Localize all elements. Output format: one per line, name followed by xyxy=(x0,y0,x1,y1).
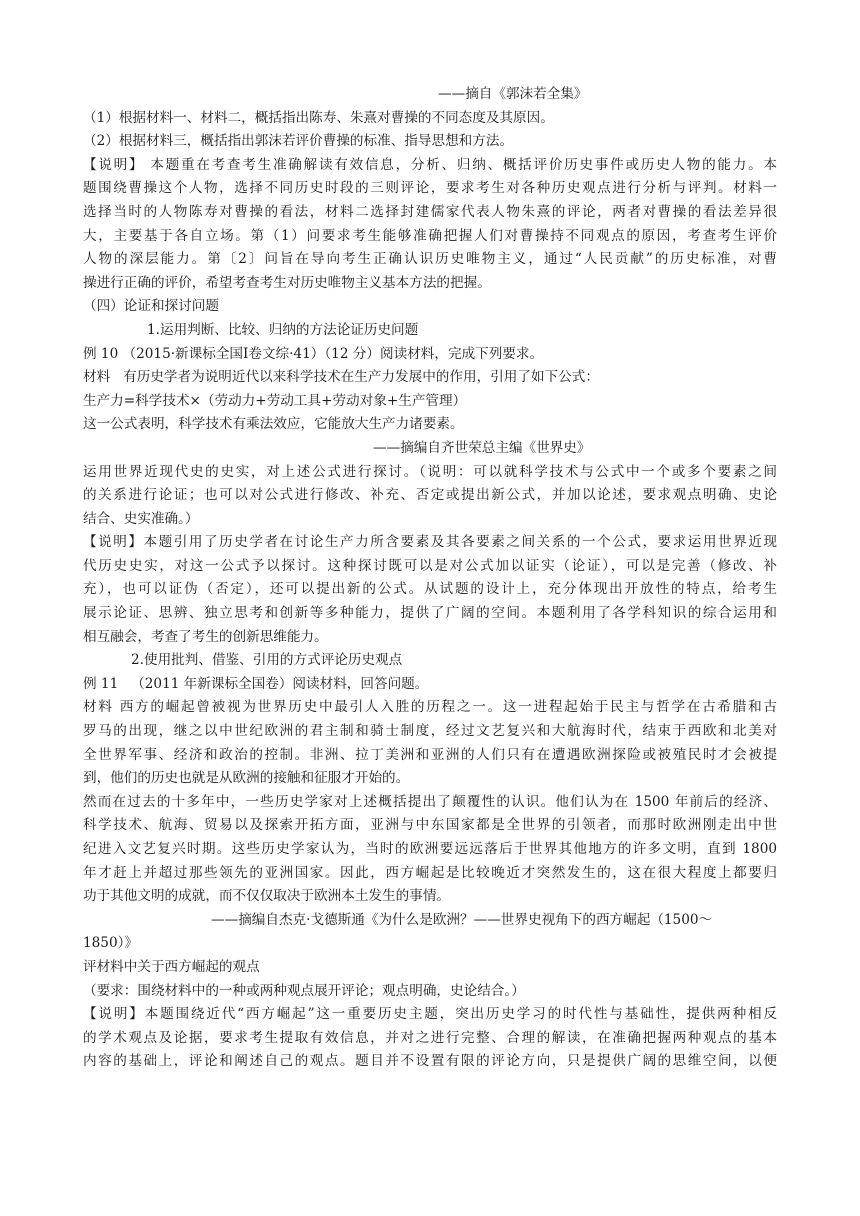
text-line: 运用世界近现代史的史实，对上述公式进行探讨。（说明：可以就科学技术与公式中一个或多个要素之间 xyxy=(83,463,777,480)
text-line: 大，主要基于各自立场。第（1）问要求考生能够准确把握人们对曹操持不同观点的原因，考查考生评价 xyxy=(83,227,777,244)
text-line: 人物的深层能力。第〔2〕问旨在导向考生正确认识历史唯物主义，通过“人民贡献”的历史标准，对曹 xyxy=(83,251,777,268)
document-page xyxy=(83,83,777,1074)
text-line: （四）论证和探讨问题 xyxy=(83,298,219,315)
text-line: 的学术观点及论据，要求考生提取有效信息，并对之进行完整、合理的解读，在准确把握两种观点的基本 xyxy=(83,1029,777,1046)
text-line: 内容的基础上，评论和阐述自己的观点。题目并不设置有限的评论方向，只是提供广阔的思维空间，以便 xyxy=(83,1053,777,1070)
text-line: 【说明】 本题重在考查考生准确解读有效信息，分析、归纳、概括评价历史事件或历史人物的能力。本 xyxy=(83,156,777,173)
text-line: 题围绕曹操这个人物，选择不同历史时段的三则评论，要求考生对各种历史观点进行分析与评判。材料一 xyxy=(83,180,777,197)
text-line: 2.使用批判、借鉴、引用的方式评论历史观点 xyxy=(131,652,403,669)
text-line: 1850）》 xyxy=(83,935,138,952)
text-line: 操进行正确的评价，希望考查考生对历史唯物主义基本方法的把握。 xyxy=(83,274,491,291)
text-line: ——摘编自齐世荣总主编《世界史》 xyxy=(373,439,591,456)
text-line: 结合、史实准确。） xyxy=(83,510,199,527)
text-line: 选择当时的人物陈寿对曹操的看法，材料二选择封建儒家代表人物朱熹的评论，两者对曹操的看法差异很 xyxy=(83,203,777,220)
text-line: 【说明】本题围绕近代“西方崛起”这一重要历史主题，突出历史学习的时代性与基础性，提供两种相反 xyxy=(83,1006,777,1023)
text-line: ——摘编自杰克·戈德斯通《为什么是欧洲？——世界史视角下的西方崛起（1500～ xyxy=(211,911,713,928)
text-line: 1.运用判断、比较、归纳的方法论证历史问题 xyxy=(147,321,419,338)
text-line: 然而在过去的十多年中，一些历史学家对上述概括提出了颠覆性的认识。他们认为在 1500 年前后的经济、 xyxy=(83,793,777,810)
text-line: （2）根据材料三，概括指出郭沫若评价曹操的标准、指导思想和方法。 xyxy=(83,133,514,150)
text-line: ——摘自《郭沫若全集》 xyxy=(438,86,588,102)
text-line: 的关系进行论证；也可以对公式进行修改、补充、否定或提出新公式，并加以论述，要求观点明确、史论 xyxy=(83,487,777,504)
text-line: 科学技术、航海、贸易以及探索开拓方面，亚洲与中东国家都是全世界的引领者，而那时欧洲刚走出中世 xyxy=(83,817,777,834)
text-line: 功于其他文明的成就，而不仅仅取决于欧洲本土发生的事情。 xyxy=(83,888,451,905)
text-line: 材料 有历史学者为说明近代以来科学技术在生产力发展中的作用，引用了如下公式： xyxy=(83,369,599,386)
text-line: 例 11 （2011 年新课标全国卷）阅读材料，回答问题。 xyxy=(83,675,429,692)
text-line: 这一公式表明，科学技术有乘法效应，它能放大生产力诸要素。 xyxy=(83,416,464,433)
text-line: 代历史史实，对这一公式予以探讨。这种探讨既可以是对公式加以证实（论证），可以是完善（修改、补 xyxy=(83,557,777,574)
text-line: 年才赶上并超过那些领先的亚洲国家。因此，西方崛起是比较晚近才突然发生的，这在很大程度上都要归 xyxy=(83,864,777,881)
text-line: 全世界军事、经济和政治的控制。非洲、拉丁美洲和亚洲的人们只有在遭遇欧洲探险或被殖民时才会被提 xyxy=(83,746,777,763)
text-line: 罗马的出现，继之以中世纪欧洲的君主制和骑士制度，经过文艺复兴和大航海时代，结束于西欧和北美对 xyxy=(83,723,777,740)
text-line: 充），也可以证伪（否定），还可以提出新的公式。从试题的设计上，充分体现出开放性的特点，给考生 xyxy=(83,581,777,598)
text-line: 纪进入文艺复兴时期。这些历史学家认为，当时的欧洲要远远落后于世界其他地方的许多文明，直到 1800 xyxy=(83,841,777,857)
text-line: 相互融会，考查了考生的创新思维能力。 xyxy=(83,628,328,645)
text-line: 例 10 （2015·新课标全国Ⅰ卷文综·41）（12 分）阅读材料，完成下列要求。 xyxy=(83,345,544,362)
text-line: 【说明】本题引用了历史学者在讨论生产力所含要素及其各要素之间关系的一个公式，要求运用世界近现 xyxy=(83,534,777,551)
text-line: （要求：围绕材料中的一种或两种观点展开评论；观点明确，史论结合。） xyxy=(83,982,525,999)
text-line: 材料 西方的崛起曾被视为世界历史中最引人入胜的历程之一。这一进程起始于民主与哲学在古希腊和古 xyxy=(83,699,777,716)
text-line: 生产力=科学技术×（劳动力+劳动工具+劳动对象+生产管理） xyxy=(83,392,467,409)
text-line: 到，他们的历史也就是从欧洲的接触和征服才开始的。 xyxy=(83,770,410,787)
text-line: 评材料中关于西方崛起的观点 xyxy=(83,958,260,975)
text-line: 展示论证、思辨、独立思考和创新等多种能力，提供了广阔的空间。本题利用了各学科知识的综合运用和 xyxy=(83,605,777,622)
text-line: （1）根据材料一、材料二，概括指出陈寿、朱熹对曹操的不同态度及其原因。 xyxy=(83,109,554,126)
